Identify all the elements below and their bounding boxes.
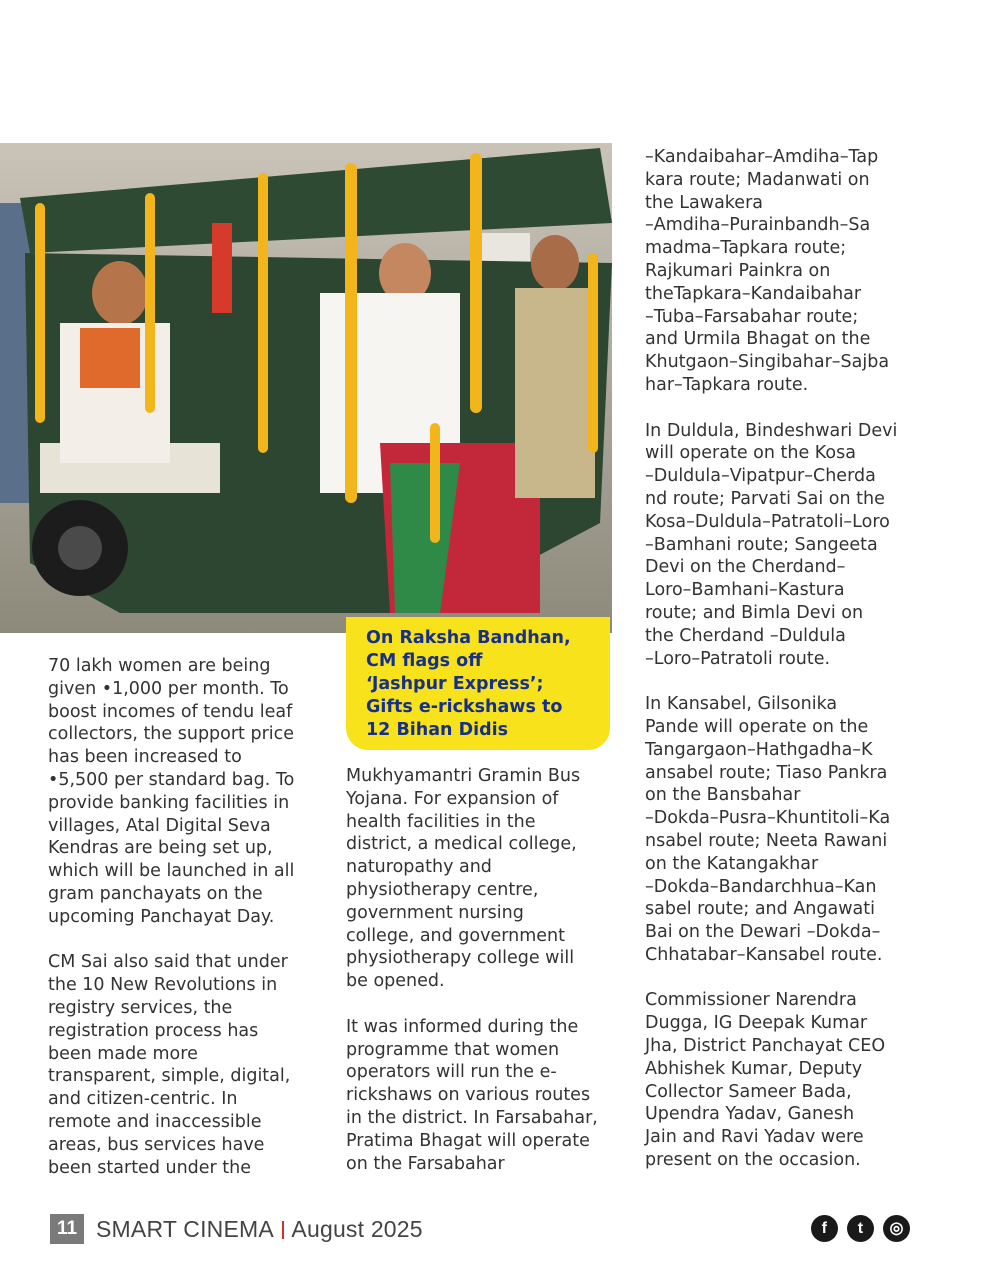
paragraph: –Kandaibahar–Amdiha–Tap kara route; Madanwati on the Lawakera –Amdiha–Purainbandh–Sa madma–Tapkara route; Rajkumari Painkra on theTapkara–Kandaibahar –Tuba–Farsabahar route; and Urmila Bhagat on the Khutgaon–Singibahar–Sajba har–Tapkara route. [645,147,890,395]
instagram-icon[interactable]: ◎ [883,1215,910,1242]
article-column-2 [346,765,626,1175]
twitter-icon[interactable]: t [847,1215,874,1242]
caption-line: ‘Jashpur Express’; [366,674,544,694]
e-rickshaw-photo [0,143,612,633]
separator [282,1221,285,1239]
caption-line: 12 Bihan Didis [366,720,509,740]
issue-date: August 2025 [291,1216,423,1242]
paragraph: Commissioner Narendra Dugga, IG Deepak Kumar Jha, District Panchayat CEO Abhishek Kumar, Deputy Collector Sameer Bada, Upendra Yadav, Ganesh Jain and Ravi Yadav were present on the occasion. [645,990,886,1171]
paragraph: 70 lakh women are being given •1,000 per month. To boost incomes of tendu leaf collectors, the support price has been increased to •5,500 per standard bag. To provide banking facilities in villages, Atal Digital Seva Kendras are being set up, which will be launched in all gram panchayats on the upcoming Panchayat Day. [48,656,295,927]
caption-line: Gifts e-rickshaws to [366,697,563,717]
magazine-name: SMART CINEMA [96,1216,274,1242]
magazine-credit [96,1216,423,1243]
page-footer [50,1210,910,1250]
page-number: 11 [50,1214,84,1244]
facebook-icon[interactable]: f [811,1215,838,1242]
article-photo [0,143,612,633]
paragraph: CM Sai also said that under the 10 New Revolutions in registry services, the registration process has been made more transparent, simple, digital, and citizen-centric. In remote and inaccessible areas, bus services have been started under the [48,952,291,1178]
photo-caption [346,617,610,750]
paragraph: In Duldula, Bindeshwari Devi will operate on the Kosa –Duldula–Vipatpur–Cherda nd route; Parvati Sai on the Kosa–Duldula–Patratoli–Loro –Bamhani route; Sangeeta Devi on the Cherdand– Loro–Bamhani–Kastura route; and Bimla Devi on the Cherdand –Duldula –Loro–Patratoli route. [645,420,898,669]
article-column-3 [645,146,935,1172]
social-icons [807,1215,910,1242]
paragraph: Mukhyamantri Gramin Bus Yojana. For expansion of health facilities in the district, a medical college, naturopathy and physiotherapy centre, government nursing college, and government physiotherapy college will be opened. [346,766,581,992]
caption-line: CM flags off [366,651,483,671]
caption-line: On Raksha Bandhan, [366,628,571,648]
paragraph: In Kansabel, Gilsonika Pande will operate on the Tangargaon–Hathgadha–K ansabel route; Tiaso Pankra on the Bansbahar –Dokda–Pusra–Khuntitoli–Ka nsabel route; Neeta Rawani on the Katangakhar –Dokda–Bandarchhua–Kan sabel route; and Angawati Bai on the Dewari –Dokda– Chhatabar–Kansabel route. [645,694,891,965]
article-column-1 [48,655,328,1179]
paragraph: It was informed during the programme that women operators will run the e- rickshaws on various routes in the district. In Farsabahar, Pratima Bhagat will operate on the Farsabahar [346,1016,598,1174]
